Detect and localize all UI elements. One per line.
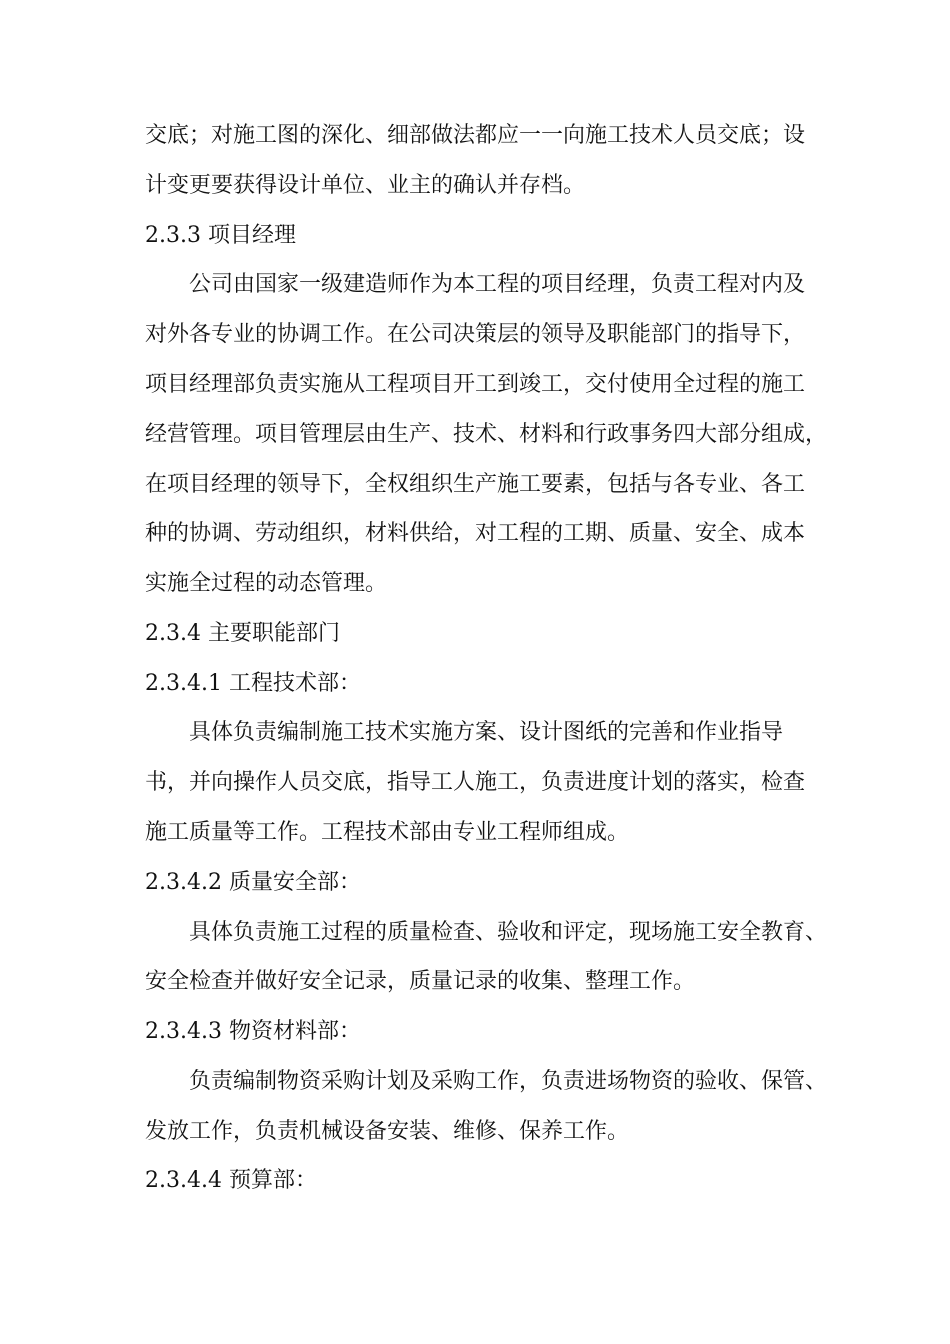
body-text-line: 交底；对施工图的深化、细部做法都应一一向施工技术人员交底；设: [145, 123, 806, 148]
body-text-line: 发放工作，负责机械设备安装、维修、保养工作。: [145, 1119, 630, 1144]
body-text-line: 经营管理。项目管理层由生产、技术、材料和行政事务四大部分组成，: [145, 422, 828, 447]
section-heading-2-3-4-3: 2.3.4.3 物资材料部：: [145, 1019, 361, 1044]
body-text-line: 负责编制物资采购计划及采购工作，负责进场物资的验收、保管、: [189, 1069, 828, 1094]
body-text-line: 种的协调、劳动组织，材料供给，对工程的工期、质量、安全、成本: [145, 521, 806, 546]
body-text-line: 计变更要获得设计单位、业主的确认并存档。: [145, 173, 586, 198]
body-text-line: 安全检查并做好安全记录，质量记录的收集、整理工作。: [145, 969, 696, 994]
section-heading-2-3-4-1: 2.3.4.1 工程技术部：: [145, 671, 361, 696]
body-text-line: 公司由国家一级建造师作为本工程的项目经理，负责工程对内及: [189, 272, 806, 297]
section-heading-2-3-4-4: 2.3.4.4 预算部：: [145, 1168, 317, 1193]
body-text-line: 在项目经理的领导下，全权组织生产施工要素，包括与各专业、各工: [145, 472, 806, 497]
body-text-line: 书，并向操作人员交底，指导工人施工，负责进度计划的落实，检查: [145, 770, 806, 795]
section-heading-2-3-4: 2.3.4 主要职能部门: [145, 621, 340, 646]
body-text-line: 具体负责施工过程的质量检查、验收和评定，现场施工安全教育、: [189, 920, 828, 945]
body-text-line: 对外各专业的协调工作。在公司决策层的领导及职能部门的指导下，: [145, 322, 806, 347]
body-text-line: 具体负责编制施工技术实施方案、设计图纸的完善和作业指导: [189, 720, 784, 745]
section-heading-2-3-4-2: 2.3.4.2 质量安全部：: [145, 870, 361, 895]
body-text-line: 实施全过程的动态管理。: [145, 571, 388, 596]
body-text-line: 项目经理部负责实施从工程项目开工到竣工，交付使用全过程的施工: [145, 372, 806, 397]
body-text-line: 施工质量等工作。工程技术部由专业工程师组成。: [145, 820, 630, 845]
section-heading-2-3-3: 2.3.3 项目经理: [145, 223, 296, 248]
